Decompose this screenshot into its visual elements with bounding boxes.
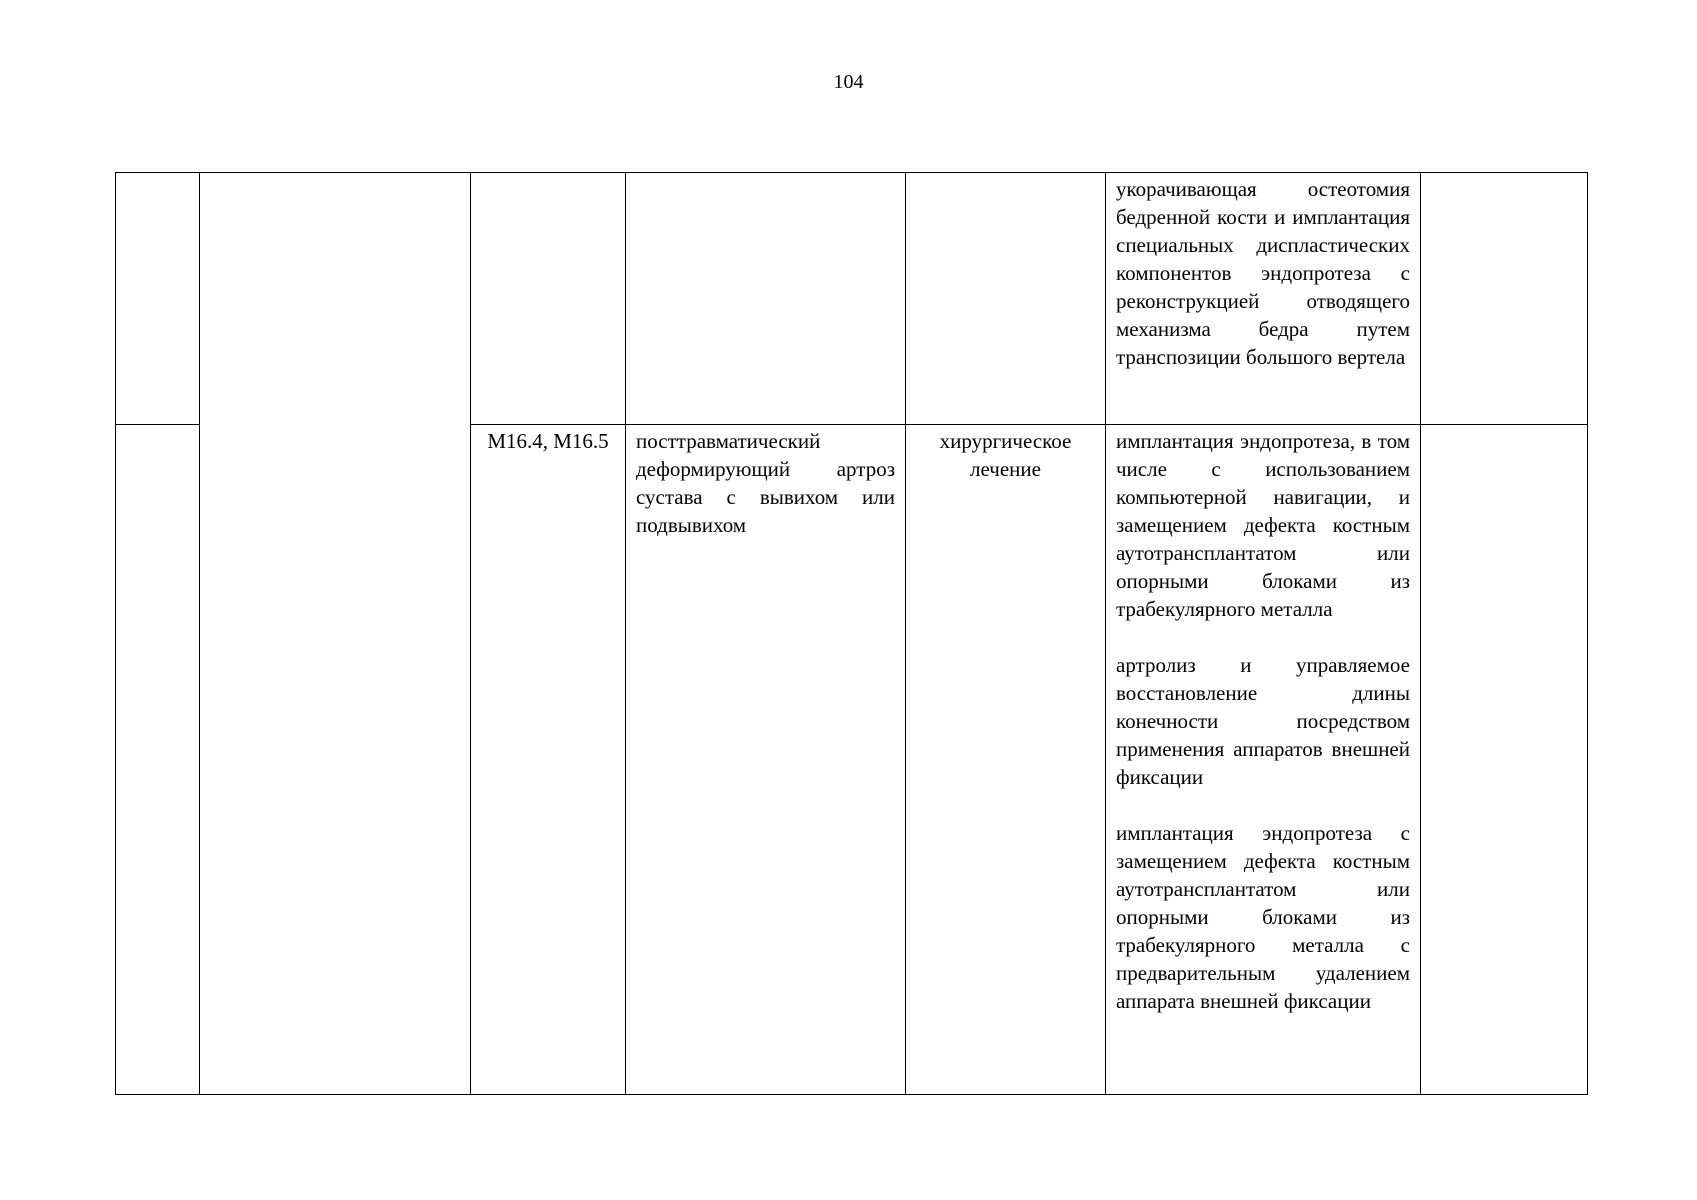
method-text: артролиз и управляемое восстановление длины конечности посредством применения аппаратов внешней фиксации: [1116, 653, 1410, 789]
method-text: имплантация эндопротеза, в том числе с использованием компьютерной навигации, и замещением дефекта костным аутотрансплантатом или опорными блоками из трабекулярного металла: [1116, 429, 1410, 621]
page-number: 104: [833, 71, 864, 93]
method-text: укорачивающая остеотомия бедренной кости и имплантация специальных диспластических компонентов эндопротеза с реконструкцией отводящего механизма бедра путем транспозиции большого вертела: [1116, 177, 1410, 369]
table-cell-code: [471, 173, 626, 425]
table-cell-index: [116, 425, 200, 1095]
method-text: имплантация эндопротеза с замещением дефекта костным аутотрансплантатом или опорными блоками из трабекулярного металла с предварительным удалением аппарата внешней фиксации: [1116, 821, 1410, 1013]
table-row: [116, 173, 1588, 425]
table-cell-treatment-type: [906, 425, 1106, 1095]
table-cell-diagnosis: [626, 425, 906, 1095]
table-cell-methods: [1106, 425, 1421, 1095]
table-cell-index: [116, 173, 200, 425]
table-cell-extra: [1421, 173, 1588, 425]
table-cell-group: [200, 173, 471, 1095]
table-cell-extra: [1421, 425, 1588, 1095]
table-cell-methods: [1106, 173, 1421, 425]
treatment-type-text: хирургическое лечение: [939, 429, 1072, 481]
table-cell-diagnosis: [626, 173, 906, 425]
table-cell-treatment-type: [906, 173, 1106, 425]
table-cell-code: [471, 425, 626, 1095]
code-text: M16.4, M16.5: [487, 429, 609, 453]
paragraph-gap: [1116, 791, 1410, 819]
paragraph-gap: [1116, 623, 1410, 651]
document-table: [115, 172, 1588, 1095]
diagnosis-text: посттравматический деформирующий артроз сустава с вывихом или подвывихом: [636, 429, 895, 537]
